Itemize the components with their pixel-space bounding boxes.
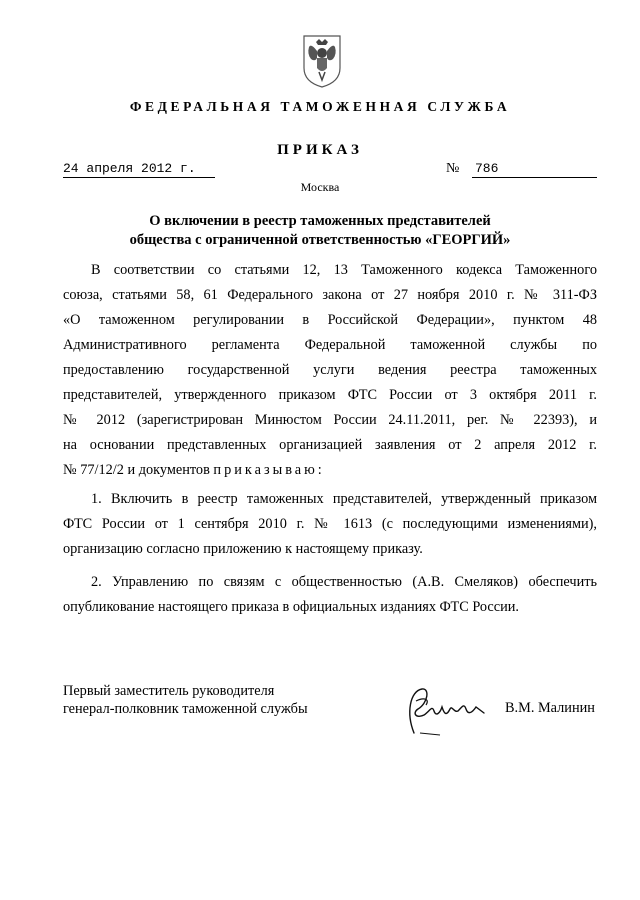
order-item-2 bbox=[63, 570, 597, 620]
position-line-1: Первый заместитель руководителя bbox=[63, 683, 275, 699]
text-line: предоставлению государственной услуги ведения реестра таможенных bbox=[63, 362, 597, 378]
city: Москва bbox=[300, 180, 340, 194]
text-line: ФТС России от 1 сентября 2010 г. № 1613 (с последующими изменениями), bbox=[63, 516, 597, 532]
preamble-paragraph bbox=[63, 258, 597, 483]
subject-heading bbox=[0, 212, 640, 250]
document-type-title: ПРИКАЗ bbox=[277, 142, 363, 158]
text-line: «О таможенном регулировании в Российской Федерации», пунктом 48 bbox=[63, 312, 597, 328]
subject-line-2: общества с ограниченной ответственностью «ГЕОРГИЙ» bbox=[129, 232, 511, 248]
text-line: организацию согласно приложению к настоящему приказу. bbox=[63, 541, 423, 557]
handwritten-signature bbox=[396, 683, 488, 739]
order-number-label: № bbox=[446, 161, 460, 176]
order-number: 786 bbox=[475, 161, 499, 176]
subject-line-1: О включении в реестр таможенных представителей bbox=[149, 213, 491, 229]
position-line-2: генерал-полковник таможенной службы bbox=[63, 701, 308, 717]
text-line: В соответствии со статьями 12, 13 Таможенного кодекса Таможенного bbox=[91, 262, 597, 278]
preamble-last-text: № 77/12/2 и документов bbox=[63, 462, 210, 478]
order-word: приказываю: bbox=[213, 462, 325, 478]
signatory-name: В.М. Малинин bbox=[505, 700, 595, 716]
date-underline bbox=[63, 177, 215, 178]
text-line: Административного регламента Федеральной таможенной службы по bbox=[63, 337, 597, 353]
order-date: 24 апреля 2012 г. bbox=[63, 161, 196, 176]
number-underline bbox=[472, 177, 597, 178]
order-item-1 bbox=[63, 487, 597, 562]
text-line: союза, статьями 58, 61 Федерального закона от 27 ноября 2010 г. № 311-ФЗ bbox=[63, 287, 597, 303]
coat-of-arms-icon bbox=[301, 34, 343, 88]
text-line: представителей, утвержденного приказом ФТС России от 3 октября 2011 г. bbox=[63, 387, 597, 403]
text-line: № 2012 (зарегистрирован Минюстом России 24.11.2011, рег. № 22393), и bbox=[63, 412, 597, 428]
text-line: 2. Управлению по связям с общественностью (А.В. Смеляков) обеспечить bbox=[91, 574, 597, 590]
text-line: опубликование настоящего приказа в официальных изданиях ФТС России. bbox=[63, 599, 519, 615]
text-line bbox=[63, 458, 597, 483]
agency-name: ФЕДЕРАЛЬНАЯ ТАМОЖЕННАЯ СЛУЖБА bbox=[129, 99, 511, 114]
text-line: на основании представленных организацией заявления от 2 апреля 2012 г. bbox=[63, 437, 597, 453]
signatory-position bbox=[63, 682, 308, 718]
text-line: 1. Включить в реестр таможенных представителей, утвержденный приказом bbox=[91, 491, 597, 507]
